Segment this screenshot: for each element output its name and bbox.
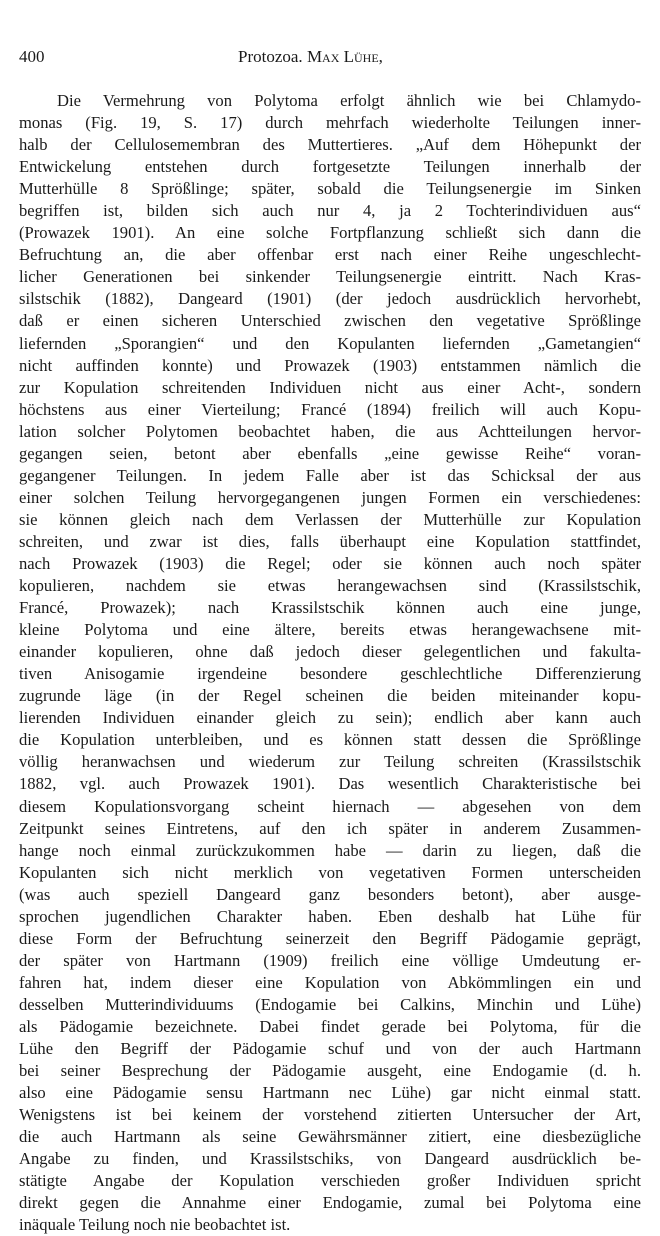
header-author: Max Lühe,	[306, 47, 383, 66]
text-line: nicht auffinden konnte) und Prowazek (1903) entstammen nämlich die	[19, 355, 641, 375]
text-line: Lühe den Begriff der Pädogamie schuf und von der auch Hartmann	[19, 1039, 641, 1059]
text-line: Angabe zu finden, und Krassilstschiks, von Dangeard ausdrücklich be-	[19, 1149, 641, 1169]
text-line: höchstens aus einer Vierteilung; Francé (1894) freilich will auch Kopu-	[19, 399, 641, 419]
text-line: gegangen seien, betont aber ebenfalls „eine gewisse Reihe“ voran-	[19, 443, 641, 463]
text-line: monas (Fig. 19, S. 17) durch mehrfach wiederholte Teilungen inner-	[19, 113, 641, 133]
text-line: lation solcher Polytomen beobachtet haben, die aus Achtteilungen hervor-	[19, 421, 641, 441]
text-line: Entwickelung entstehen durch fortgesetzte Teilungen innerhalb der	[19, 157, 641, 177]
text-line: lierenden Individuen einander gleich zu sein); endlich aber kann auch	[19, 708, 641, 728]
text-line: desselben Mutterindividuums (Endogamie bei Calkins, Minchin und Lühe)	[19, 994, 641, 1014]
text-line: völlig heranwachsen und wiederum zur Teilung schreiten (Krassilstschik	[19, 752, 641, 772]
text-line: licher Generationen bei sinkender Teilungsenergie eintritt. Nach Kras-	[19, 267, 641, 287]
text-line: begriffen ist, bilden sich auch nur 4, ja 2 Tochterindividuen aus“	[19, 201, 641, 221]
text-line: Befruchtung an, die aber offenbar erst nach einer Reihe ungeschlecht-	[19, 245, 641, 265]
text-line: Mutterhülle 8 Sprößlinge; später, sobald die Teilungsenergie im Sinken	[19, 179, 641, 199]
text-line: bei seiner Besprechung der Pädogamie ausgeht, eine Endogamie (d. h.	[19, 1061, 641, 1081]
text-line: die auch Hartmann als seine Gewährsmänner zitiert, eine diesbezügliche	[19, 1127, 641, 1147]
text-line: (was auch speziell Dangeard ganz besonders betont), aber ausge-	[19, 884, 641, 904]
text-line: zur Kopulation schreitenden Individuen nicht aus einer Acht-, sondern	[19, 377, 641, 397]
text-line: daß er einen sicheren Unterschied zwischen den vegetative Sprößlinge	[19, 311, 641, 331]
text-line: der später von Hartmann (1909) freilich eine völlige Umdeutung er-	[19, 950, 641, 970]
text-line: Wenigstens ist bei keinem der vorstehend zitierten Untersucher der Art,	[19, 1105, 641, 1125]
text-line: Kopulanten sich nicht merklich von vegetativen Formen unterscheiden	[19, 862, 641, 882]
text-line: als Pädogamie bezeichnete. Dabei findet gerade bei Polytoma, für die	[19, 1016, 641, 1036]
text-line: (Prowazek 1901). An eine solche Fortpflanzung schließt sich dann die	[19, 223, 641, 243]
text-line: nach Prowazek (1903) die Regel; oder sie können auch noch später	[19, 553, 641, 573]
text-line: die Kopulation unterbleiben, und es können statt dessen die Sprößlinge	[19, 730, 641, 750]
text-line: Zeitpunkt seines Eintretens, auf den ich später in anderem Zusammen-	[19, 818, 641, 838]
text-line: Francé, Prowazek); nach Krassilstschik können auch eine junge,	[19, 598, 641, 618]
text-line: tiven Anisogamie irgendeine besondere geschlechtliche Differenzierung	[19, 664, 641, 684]
text-line: halb der Cellulosemembran des Muttertieres. „Auf dem Höhepunkt der	[19, 135, 641, 155]
text-line: hange noch einmal zurückzukommen habe — darin zu liegen, daß die	[19, 840, 641, 860]
text-line: diesem Kopulationsvorgang scheint hiernach — abgesehen von dem	[19, 796, 641, 816]
text-line: zugrunde läge (in der Regel scheinen die beiden miteinander kopu-	[19, 686, 641, 706]
page-header	[19, 47, 641, 71]
text-line: sie können gleich nach dem Verlassen der Mutterhülle zur Kopulation	[19, 509, 641, 529]
text-line: einander kopulieren, ohne daß jedoch dieser gelegentlichen und fakulta-	[19, 642, 641, 662]
text-line: einer solchen Teilung hervorgegangenen jungen Formen ein verschiedenes:	[19, 487, 641, 507]
text-line: sprochen jugendlichen Charakter haben. Eben deshalb hat Lühe für	[19, 906, 641, 926]
text-line: silstschik (1882), Dangeard (1901) (der jedoch ausdrücklich hervorhebt,	[19, 289, 641, 309]
text-line: gegangener Teilungen. In jedem Falle aber ist das Schicksal der aus	[19, 465, 641, 485]
text-line: direkt gegen die Annahme einer Endogamie, zumal bei Polytoma eine	[19, 1193, 641, 1213]
running-title	[238, 47, 383, 67]
text-line: stätigte Angabe der Kopulation verschieden großer Individuen spricht	[19, 1171, 641, 1191]
text-line: also eine Pädogamie sensu Hartmann nec Lühe) gar nicht einmal statt.	[19, 1083, 641, 1103]
text-line: liefernden „Sporangien“ und den Kopulanten liefernden „Gametangien“	[19, 333, 641, 353]
text-line: kleine Polytoma und eine ältere, bereits etwas herangewachsene mit-	[19, 620, 641, 640]
text-line: kopulieren, nachdem sie etwas herangewachsen sind (Krassilstschik,	[19, 576, 641, 596]
page-number: 400	[19, 47, 45, 66]
text-line: inäquale Teilung noch nie beobachtet ist.	[19, 1215, 291, 1235]
text-line: Die Vermehrung von Polytoma erfolgt ähnlich wie bei Chlamydo-	[57, 91, 641, 110]
header-title: Protozoa.	[238, 47, 303, 66]
text-line: diese Form der Befruchtung seinerzeit den Begriff Pädogamie geprägt,	[19, 928, 641, 948]
text-line: schreiten, und zwar ist dies, falls überhaupt eine Kopulation stattfindet,	[19, 531, 641, 551]
body-text	[19, 90, 641, 1236]
text-line: fahren hat, indem dieser eine Kopulation von Abkömmlingen ein und	[19, 972, 641, 992]
text-line: 1882, vgl. auch Prowazek 1901). Das wesentlich Charakteristische bei	[19, 774, 641, 794]
